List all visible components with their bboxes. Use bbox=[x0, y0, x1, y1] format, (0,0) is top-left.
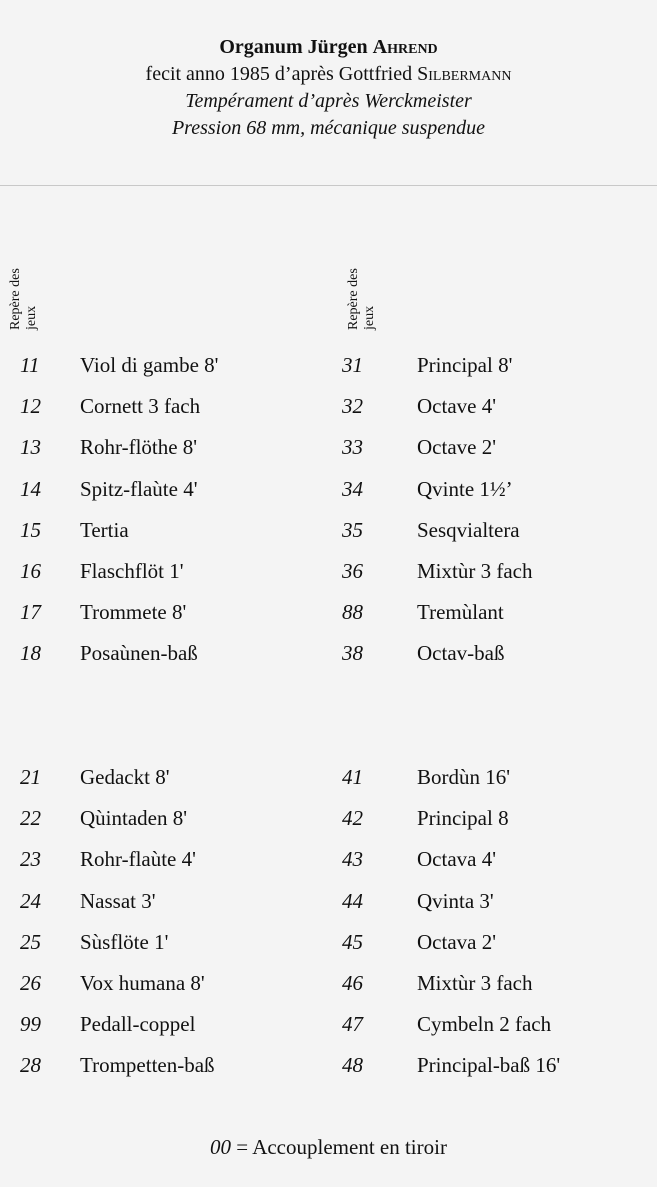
stop-row bbox=[0, 638, 657, 668]
stop-number: 12 bbox=[20, 394, 41, 419]
stop-name: Bordùn 16' bbox=[417, 765, 511, 789]
stop-row bbox=[0, 597, 657, 627]
stop-number: 46 bbox=[342, 971, 363, 995]
stop-number: 45 bbox=[342, 929, 363, 954]
stop-number: 24 bbox=[20, 888, 41, 913]
stop-number: 44 bbox=[342, 888, 363, 913]
stop-row bbox=[0, 1050, 657, 1080]
stop-number: 17 bbox=[20, 600, 41, 625]
stop-name: Qvinta 3' bbox=[417, 888, 494, 913]
stop-name: Sùsflöte 1' bbox=[80, 929, 169, 954]
organ-subtitle: fecit anno 1985 d’après Gottfried Silbermann bbox=[145, 63, 512, 85]
column-label-right: Repère des jeux bbox=[346, 268, 377, 330]
stop-name: Tertia bbox=[80, 517, 129, 542]
footer-note bbox=[0, 1132, 657, 1162]
stop-name: Principal 8 bbox=[417, 806, 509, 831]
stop-number: 22 bbox=[20, 806, 41, 831]
stop-row bbox=[0, 432, 657, 462]
stop-number: 42 bbox=[342, 806, 363, 831]
stop-row bbox=[0, 556, 657, 586]
stop-name: Octave 2' bbox=[417, 435, 496, 460]
stop-name: Viol di gambe 8' bbox=[80, 353, 219, 377]
stop-row bbox=[0, 515, 657, 545]
stop-row bbox=[0, 350, 657, 380]
stop-number: 14 bbox=[20, 476, 41, 501]
stop-number: 16 bbox=[20, 559, 41, 583]
stop-number: 34 bbox=[342, 476, 363, 501]
stop-row bbox=[0, 1009, 657, 1039]
stop-row bbox=[0, 927, 657, 957]
stop-name: Principal-baß 16' bbox=[417, 1053, 561, 1078]
stop-name: Cornett 3 fach bbox=[80, 394, 201, 419]
footer-text: = Accouplement en tiroir bbox=[231, 1135, 447, 1159]
stop-number: 13 bbox=[20, 435, 41, 460]
stop-row bbox=[0, 803, 657, 833]
stop-number: 11 bbox=[20, 353, 40, 377]
stop-row bbox=[0, 844, 657, 874]
stop-name: Spitz-flaùte 4' bbox=[80, 476, 198, 501]
stop-number: 28 bbox=[20, 1053, 41, 1078]
stop-row bbox=[0, 886, 657, 916]
stop-name: Rohr-flöthe 8' bbox=[80, 435, 198, 460]
temperament-line: Tempérament d’après Werckmeister bbox=[185, 90, 472, 112]
stop-number: 33 bbox=[342, 435, 363, 460]
stop-name: Mixtùr 3 fach bbox=[417, 559, 533, 583]
stop-name: Octave 4' bbox=[417, 394, 496, 419]
stop-name: Posaùnen-baß bbox=[80, 641, 198, 666]
stop-row bbox=[0, 762, 657, 792]
stop-name: Qvinte 1½’ bbox=[417, 476, 513, 501]
stop-number: 41 bbox=[342, 765, 363, 789]
stop-number: 15 bbox=[20, 517, 41, 542]
stop-name: Rohr-flaùte 4' bbox=[80, 847, 196, 872]
column-label-left: Repère des jeux bbox=[8, 268, 39, 330]
model-surname: Silbermann bbox=[417, 63, 512, 85]
stop-number: 35 bbox=[342, 517, 363, 542]
stop-name: Qùintaden 8' bbox=[80, 806, 188, 831]
stop-row bbox=[0, 391, 657, 421]
stop-number: 38 bbox=[342, 641, 363, 666]
stop-number: 47 bbox=[342, 1012, 363, 1037]
stop-name: Trommete 8' bbox=[80, 600, 187, 625]
stop-row bbox=[0, 968, 657, 998]
stop-number: 99 bbox=[20, 1012, 41, 1037]
stop-name: Mixtùr 3 fach bbox=[417, 971, 533, 995]
header-divider bbox=[0, 185, 657, 186]
stop-name: Flaschflöt 1' bbox=[80, 559, 184, 583]
pressure-line: Pression 68 mm, mécanique suspendue bbox=[171, 117, 486, 139]
stop-name: Sesqvialtera bbox=[417, 517, 520, 542]
stop-name: Trompetten-baß bbox=[80, 1053, 215, 1078]
stop-number: 26 bbox=[20, 971, 41, 995]
stop-name: Vox humana 8' bbox=[80, 971, 205, 995]
footer-code: 00 bbox=[210, 1135, 232, 1159]
stop-name: Gedackt 8' bbox=[80, 765, 170, 789]
stop-number: 43 bbox=[342, 847, 363, 872]
stop-number: 31 bbox=[342, 353, 363, 377]
stop-number: 21 bbox=[20, 765, 41, 789]
stop-name: Octav-baß bbox=[417, 641, 505, 666]
builder-surname: Ahrend bbox=[372, 36, 438, 58]
stop-name: Octava 2' bbox=[417, 929, 496, 954]
stop-name: Nassat 3' bbox=[80, 888, 156, 913]
header bbox=[0, 34, 657, 142]
stop-number: 48 bbox=[342, 1053, 363, 1078]
stop-row bbox=[0, 474, 657, 504]
stop-name: Principal 8' bbox=[417, 353, 513, 377]
stop-name: Cymbeln 2 fach bbox=[417, 1012, 552, 1037]
stop-name: Pedall-coppel bbox=[80, 1012, 196, 1037]
stop-name: Tremùlant bbox=[417, 600, 504, 625]
organ-title: Organum Jürgen Ahrend bbox=[219, 36, 438, 58]
stop-number: 32 bbox=[342, 394, 363, 419]
stop-number: 36 bbox=[342, 559, 363, 583]
stop-number: 88 bbox=[342, 600, 363, 625]
stop-number: 25 bbox=[20, 929, 41, 954]
stop-number: 23 bbox=[20, 847, 41, 872]
stop-name: Octava 4' bbox=[417, 847, 496, 872]
stop-number: 18 bbox=[20, 641, 41, 666]
